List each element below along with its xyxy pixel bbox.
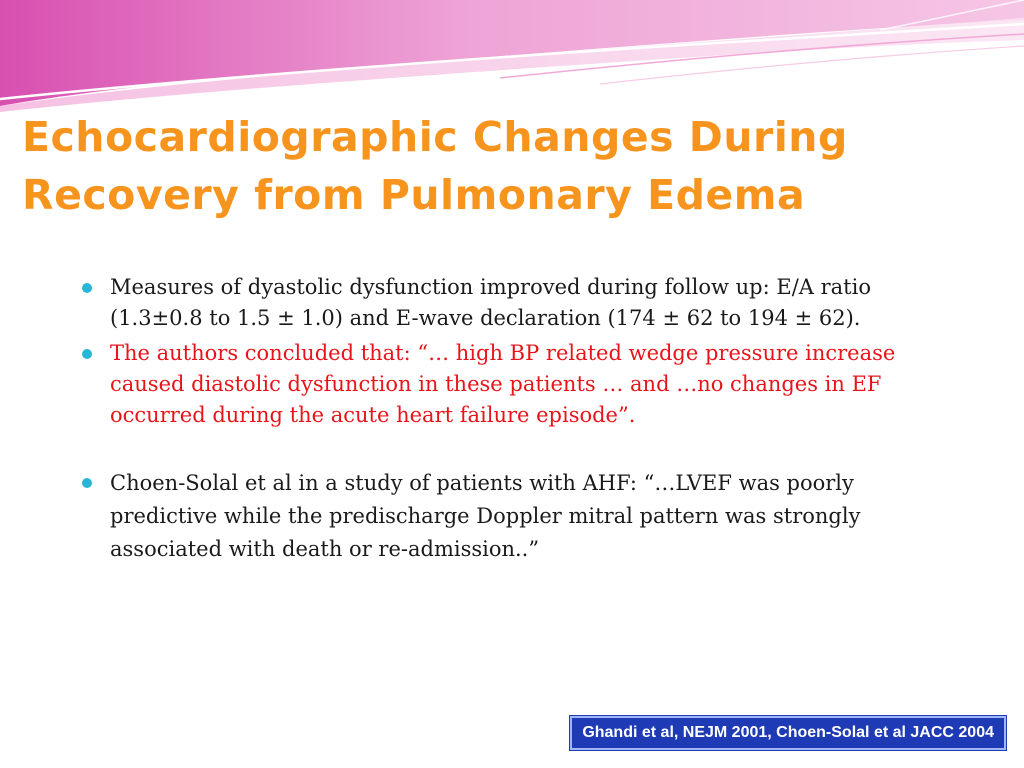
bullet-text: The authors concluded that: “… high BP related wedge pressure increase caused diastolic dysfunction in these patients … and …no changes in EF occurred during the acute heart failure episode”.: [110, 341, 896, 427]
bullet-item-choen-solal: [80, 467, 960, 566]
bullet-dot-icon: [82, 283, 92, 293]
bullet-text: Measures of dyastolic dysfunction improved during follow up: E/A ratio (1.3±0.8 to 1.5 ± 1.0) and E-wave declaration (174 ± 62 to 194 ± 62).: [110, 275, 871, 330]
bullet-list: [80, 272, 960, 566]
slide-title-line-2: Recovery from Pulmonary Edema: [22, 171, 806, 219]
header-swoosh-decoration: [0, 0, 1024, 120]
citation-box: Ghandi et al, NEJM 2001, Choen-Solal et al JACC 2004: [570, 716, 1006, 750]
bullet-item-dysfunction: [80, 272, 960, 334]
bullet-dot-icon: [82, 349, 92, 359]
bullet-text: Choen-Solal et al in a study of patients with AHF: “…LVEF was poorly predictive while the predischarge Doppler mitral pattern was strongly associated with death or re-admission..”: [110, 471, 861, 561]
slide-title: [22, 108, 1012, 224]
bullet-item-authors-conclusion: [80, 338, 960, 431]
bullet-dot-icon: [82, 478, 92, 488]
slide-title-line-1: Echocardiographic Changes During: [22, 113, 848, 161]
